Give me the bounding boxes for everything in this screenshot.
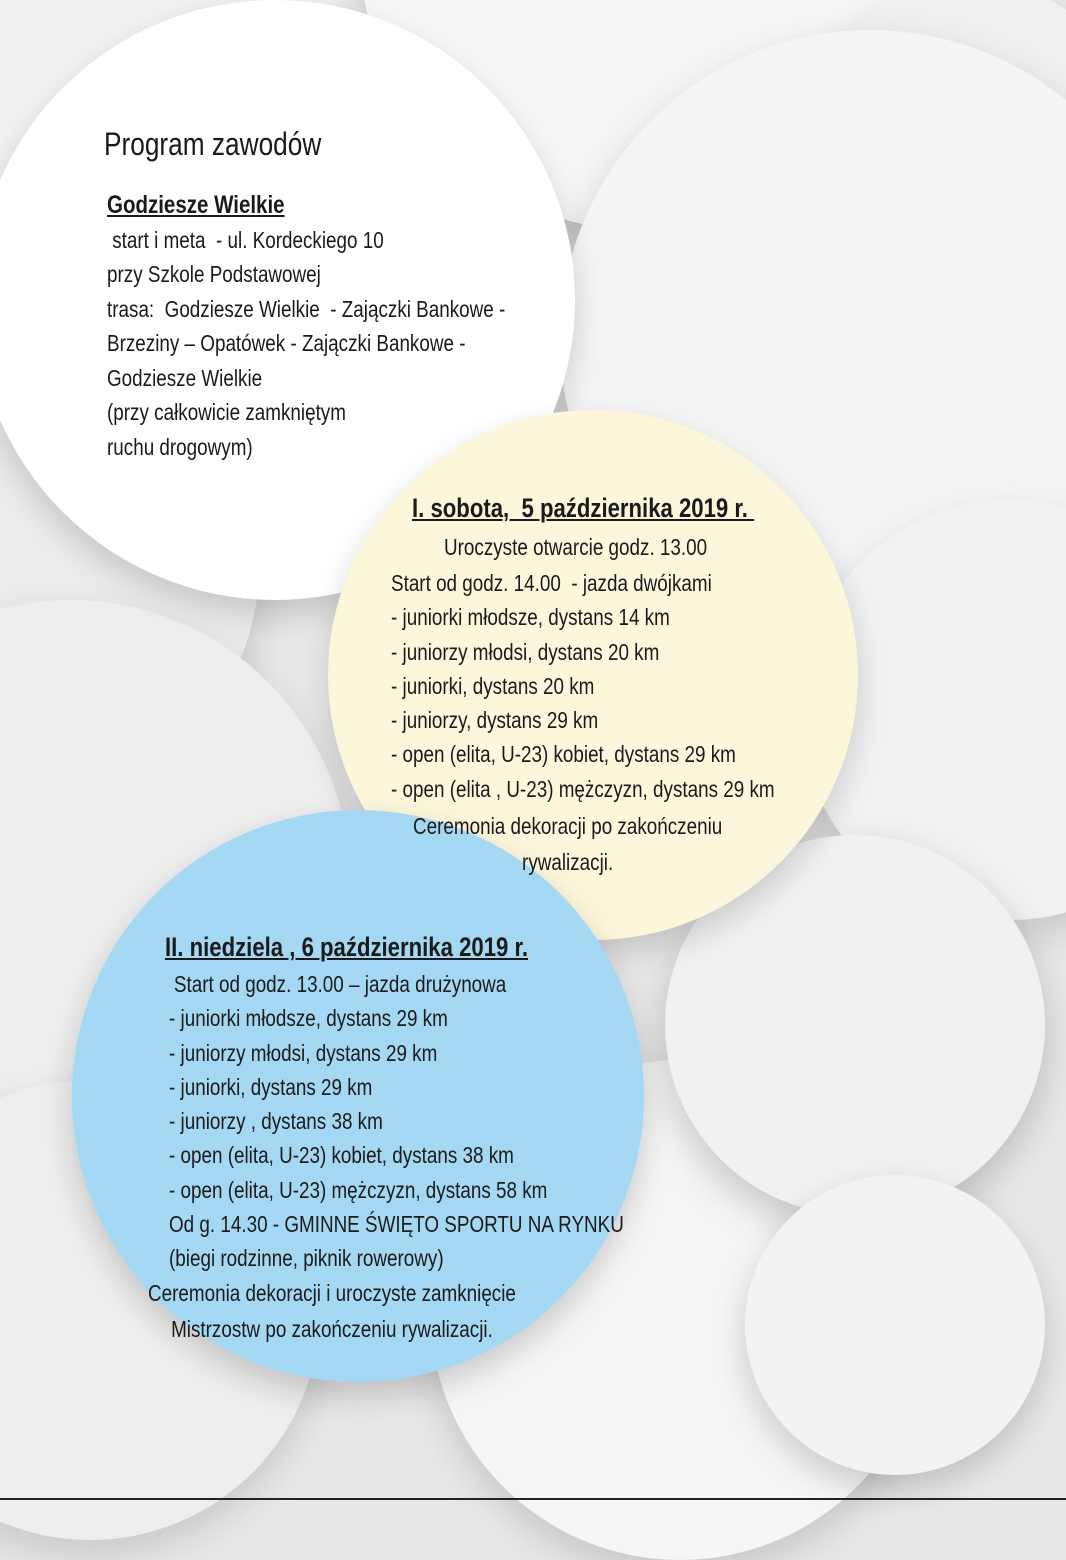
day2-list [169, 967, 624, 1276]
location-heading: Godziesze Wielkie [107, 191, 285, 219]
location-line: start i meta - ul. Kordeckiego 10 [107, 226, 384, 253]
day1-item: - juniorzy, dystans 29 km [391, 707, 599, 734]
location-line: Godziesze Wielkie [107, 364, 263, 391]
location-line: Brzeziny – Opatówek - Zajączki Bankowe - [107, 330, 466, 356]
day2-item: - open (elita, U-23) mężczyzn, dystans 58 km [169, 1176, 548, 1203]
day2-item: - juniorzy młodsi, dystans 29 km [169, 1039, 438, 1066]
day2-item: - juniorzy , dystans 38 km [169, 1108, 383, 1135]
day1-ceremony-line: Ceremonia dekoracji po zakończeniu [413, 813, 723, 839]
day1-item: - juniorki, dystans 20 km [391, 672, 595, 699]
bg-circle [745, 1175, 1045, 1475]
day2-heading: II. niedziela , 6 października 2019 r. [165, 932, 529, 962]
day1-ceremony [413, 808, 722, 880]
day1-item: - open (elita, U-23) kobiet, dystans 29 km [391, 741, 736, 768]
location-line: ruchu drogowym) [107, 433, 253, 460]
day2-ceremony [148, 1275, 516, 1347]
page-title: Program zawodów [104, 126, 322, 162]
day2-item: - juniorki, dystans 29 km [169, 1073, 373, 1100]
location-block [107, 188, 505, 464]
day2-item: - open (elita, U-23) kobiet, dystans 38 km [169, 1142, 514, 1169]
day1-item: - open (elita , U-23) mężczyzn, dystans 29 km [391, 775, 775, 802]
day1-item: - juniorzy młodsi, dystans 20 km [391, 638, 660, 665]
day2-festival: (biegi rodzinne, piknik rowerowy) [169, 1245, 444, 1272]
location-line: (przy całkowicie zamkniętym [107, 399, 346, 425]
day2-start: Start od godz. 13.00 – jazda drużynowa [173, 971, 507, 997]
day1-heading: I. sobota, 5 października 2019 r. [412, 493, 755, 523]
day1-list [391, 566, 775, 806]
day2-ceremony-line: Ceremonia dekoracji i uroczyste zamknięcie [148, 1280, 516, 1306]
location-line: trasa: Godziesze Wielkie - Zajączki Bankowe - [107, 295, 506, 322]
location-line: przy Szkole Podstawowej [107, 261, 321, 287]
day1-opening: Uroczyste otwarcie godz. 13.00 [444, 534, 708, 560]
day2-item: - juniorki młodsze, dystans 29 km [169, 1005, 448, 1032]
day2-festival: Od g. 14.30 - GMINNE ŚWIĘTO SPORTU NA RYNKU [169, 1211, 624, 1238]
day1-ceremony-line: rywalizacji. [522, 849, 614, 875]
day1-start: Start od godz. 14.00 - jazda dwójkami [391, 570, 712, 596]
day2-ceremony-line: Mistrzostw po zakończeniu rywalizacji. [171, 1316, 493, 1342]
day1-item: - juniorki młodsze, dystans 14 km [391, 604, 670, 631]
